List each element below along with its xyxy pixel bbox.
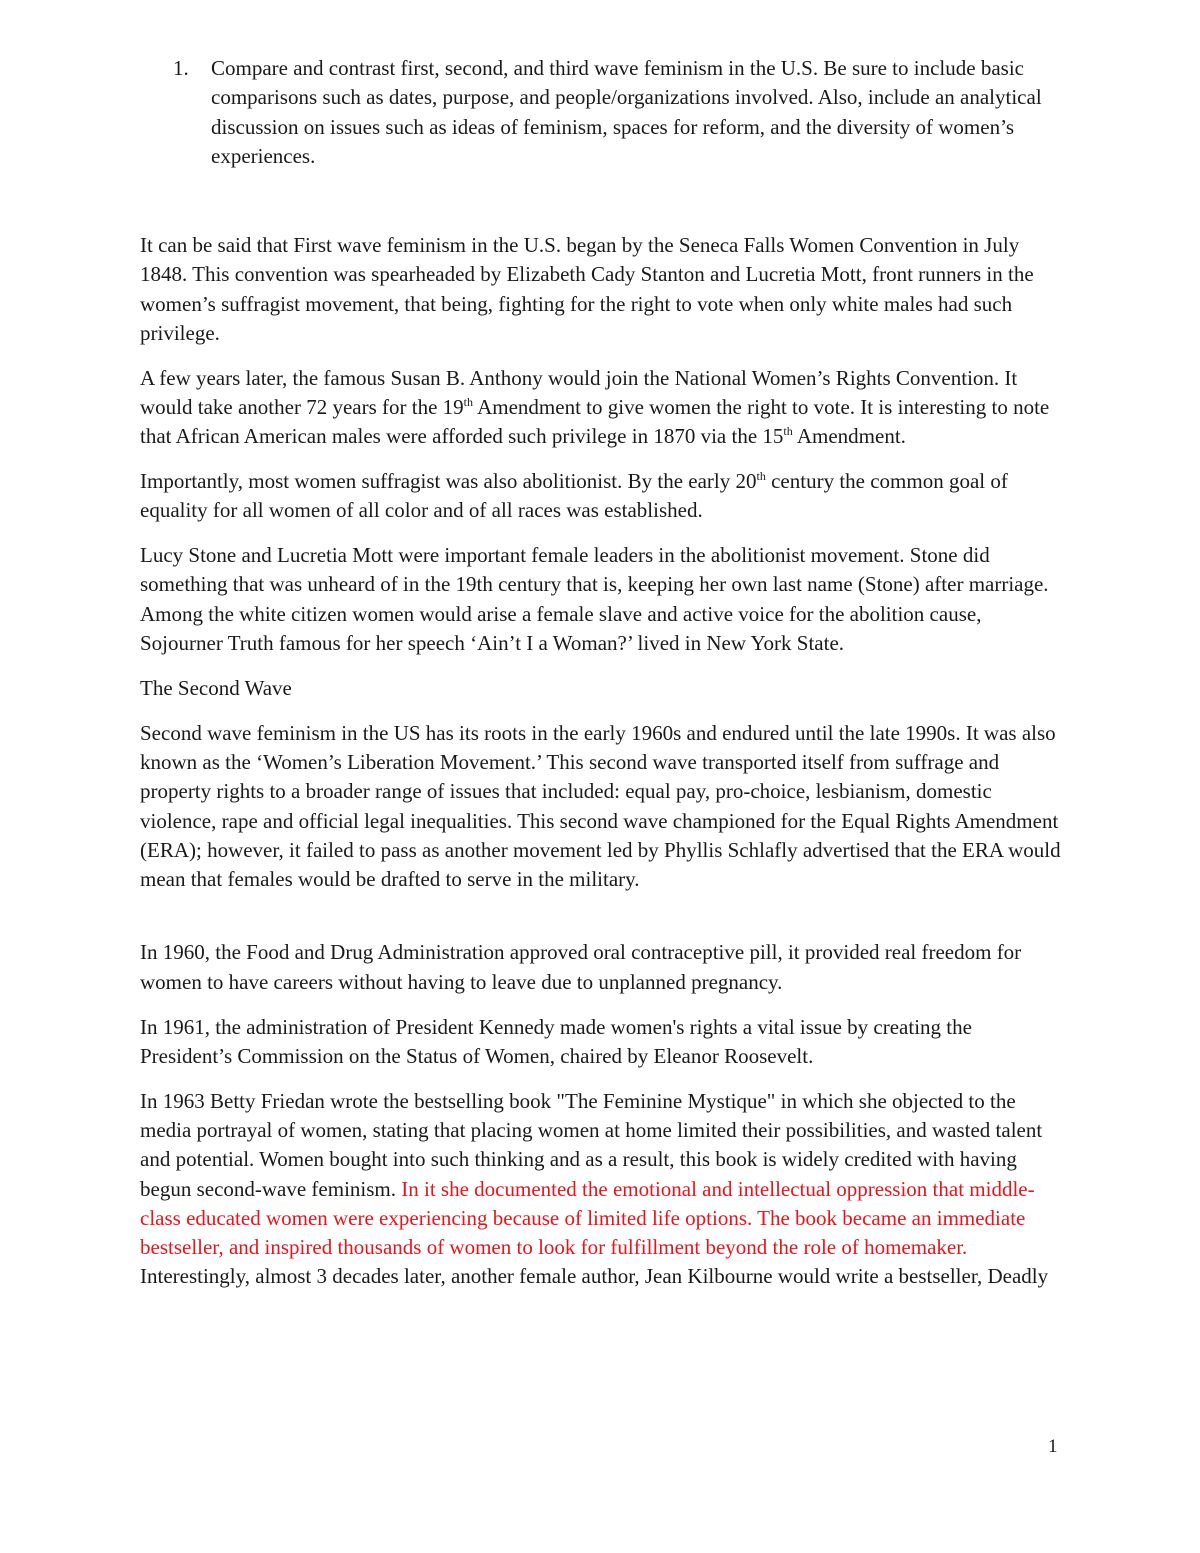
paragraph-text: Amendment to give women the right to vote. It is interesting to note that African American males were afforded such privilege in 1870 via the 15 — [140, 394, 1050, 449]
question-number: 1. — [173, 56, 189, 80]
paragraph-first-wave-origin: It can be said that First wave feminism in the U.S. began by the Seneca Falls Women Convention in July 1848. This convention was spearheaded by Elizabeth Cady Stanton and Lucretia Mott, front runners in the women’s suffragist movement, that being, fighting for the right to vote when only white males had such privilege. — [140, 233, 1034, 345]
paragraph-text: A few years later, the famous Susan B. Anthony would join the National Women’s Rights Convention. It would take another 72 years for the 19 — [140, 365, 1018, 419]
paragraph-text: Amendment. — [792, 424, 906, 449]
paragraph-susan-anthony — [140, 364, 1065, 452]
paragraph-fda-1960: In 1960, the Food and Drug Administration approved oral contraceptive pill, it provided real freedom for women to have careers without having to leave due to unplanned pregnancy. — [140, 940, 1022, 994]
page-number: 1 — [1048, 1436, 1058, 1457]
question-text: Compare and contrast first, second, and third wave feminism in the U.S. Be sure to include basic comparisons such as dates, purpose, and people/organizations involved. Also, include an analytical discussion on issues such as ideas of feminism, spaces for reform, and the diversity of women’s experiences. — [211, 56, 1042, 168]
paragraph-text: Importantly, most women suffragist was also abolitionist. By the early 20 — [140, 469, 757, 494]
essay-body — [140, 231, 1065, 1307]
ordinal-suffix: th — [783, 424, 793, 439]
paragraph-friedan-1963 — [140, 1087, 1065, 1292]
paragraph-text: Interestingly, almost 3 decades later, another female author, Jean Kilbourne would write a bestseller, Deadly — [140, 1264, 1049, 1289]
highlighted-red-text: In it she documented the emotional and intellectual oppression that middle-class educated women were experiencing because of limited life options. The book became an immediate bestseller, and inspired thousands of women to look for fulfillment beyond the role of homemaker. — [140, 1176, 1035, 1260]
paragraph-lucy-stone: Lucy Stone and Lucretia Mott were important female leaders in the abolitionist movement. Stone did something that was unheard of in the 19th century that is, keeping her own last name (Stone) after marriage. Among the white citizen women would arise a female slave and active voice for the abolition cause, Sojourner Truth famous for her speech ‘Ain’t I a Woman?’ lived in New York State. — [140, 543, 1049, 656]
paragraph-second-wave: Second wave feminism in the US has its roots in the early 1960s and endured until the late 1990s. It was also known as the ‘Women’s Liberation Movement.’ This second wave transported itself from suffrage and property rights to a broader range of issues that included: equal pay, pro-choice, lesbianism, domestic violence, rape and official legal inequalities. This second wave championed for the Equal Rights Amendment (ERA); however, it failed to pass as another movement led by Phyllis Schlafly advertised that the ERA would mean that females would be drafted to serve in the military. — [140, 720, 1061, 892]
paragraph-text: In 1963 Betty Friedan wrote the bestselling book "The Feminine Mystique" in which she objected to the media portrayal of women, stating that placing women at home limited their possibilities, and wasted talent and potential. Women bought into such thinking and as a result, this book is widely credited with having begun second-wave feminism. — [140, 1088, 1043, 1201]
ordinal-suffix: th — [463, 394, 473, 409]
paragraph-kennedy-1961: In 1961, the administration of President Kennedy made women's rights a vital issue by creating the President’s Commission on the Status of Women, chaired by Eleanor Roosevelt. — [140, 1014, 972, 1068]
paragraph-abolitionist — [140, 467, 1065, 526]
essay-question — [173, 54, 1043, 171]
ordinal-suffix: th — [756, 469, 766, 484]
section-heading-second-wave: The Second Wave — [140, 675, 292, 700]
paragraph-text: century the common goal of equality for all women of all color and of all races was established. — [140, 469, 1008, 523]
